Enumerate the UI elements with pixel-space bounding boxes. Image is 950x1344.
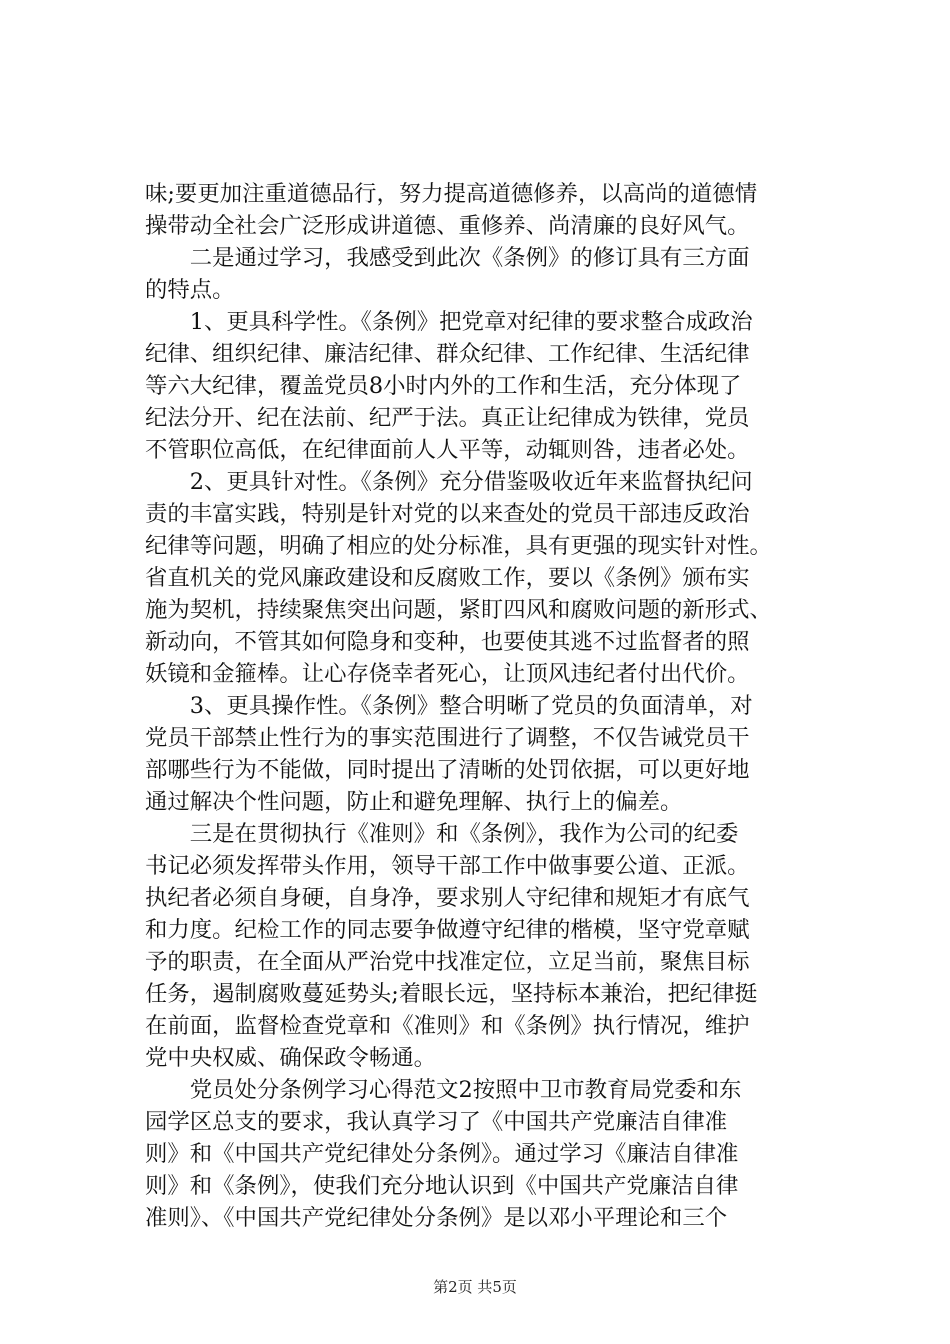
text-line: 园学区总支的要求，我认真学习了《中国共产党廉洁自律准 [145, 1109, 728, 1135]
text-line: 省直机关的党风廉政建设和反腐败工作，要以《条例》颁布实 [145, 565, 750, 591]
text-line: 2、更具针对性。《条例》充分借鉴吸收近年来监督执纪问 [145, 469, 753, 495]
text-line: 书记必须发挥带头作用，领导干部工作中做事要公道、正派。 [145, 853, 750, 879]
text-line: 党员干部禁止性行为的事实范围进行了调整，不仅告诫党员干 [145, 725, 750, 751]
text-line: 准则》、《中国共产党纪律处分条例》是以邓小平理论和三个 [145, 1205, 728, 1231]
text-line: 等六大纪律，覆盖党员8小时内外的工作和生活，充分体现了 [145, 373, 742, 399]
text-line: 新动向，不管其如何隐身和变种，也要使其逃不过监督者的照 [145, 629, 750, 655]
text-line: 任务，遏制腐败蔓延势头;着眼长远，坚持标本兼治，把纪律挺 [145, 981, 758, 1007]
text-line: 党员处分条例学习心得范文2按照中卫市教育局党委和东 [145, 1077, 742, 1103]
document-body [145, 178, 825, 1234]
text-line: 不管职位高低，在纪律面前人人平等，动辄则咎，违者必处。 [145, 437, 750, 463]
text-line: 则》和《中国共产党纪律处分条例》。通过学习《廉洁自律准 [145, 1141, 739, 1167]
text-line: 三是在贯彻执行《准则》和《条例》，我作为公司的纪委 [145, 821, 739, 847]
text-line: 部哪些行为不能做，同时提出了清晰的处罚依据，可以更好地 [145, 757, 750, 783]
page-number: 第2页 共5页 [433, 1278, 517, 1296]
text-line: 妖镜和金箍棒。让心存侥幸者死心，让顶风违纪者付出代价。 [145, 661, 750, 687]
text-line: 1、更具科学性。《条例》把党章对纪律的要求整合成政治 [145, 309, 753, 335]
text-line: 责的丰富实践，特别是针对党的以来查处的党员干部违反政治 [145, 501, 750, 527]
text-line: 的特点。 [145, 277, 235, 303]
text-line: 3、更具操作性。《条例》整合明晰了党员的负面清单，对 [145, 693, 753, 719]
text-line: 通过解决个性问题，防止和避免理解、执行上的偏差。 [145, 789, 683, 815]
text-line: 纪律、组织纪律、廉洁纪律、群众纪律、工作纪律、生活纪律 [145, 341, 750, 367]
text-line: 党中央权威、确保政令畅通。 [145, 1045, 437, 1071]
text-line: 予的职责，在全面从严治党中找准定位，立足当前，聚焦目标 [145, 949, 750, 975]
text-line: 二是通过学习，我感受到此次《条例》的修订具有三方面 [145, 245, 750, 271]
text-line: 操带动全社会广泛形成讲道德、重修养、尚清廉的良好风气。 [145, 213, 750, 239]
text-line: 在前面，监督检查党章和《准则》和《条例》执行情况，维护 [145, 1013, 750, 1039]
page-footer [0, 1277, 950, 1297]
text-line: 纪律等问题，明确了相应的处分标准，具有更强的现实针对性。 [145, 533, 772, 559]
text-line: 执纪者必须自身硬，自身净，要求别人守纪律和规矩才有底气 [145, 885, 750, 911]
text-line: 和力度。纪检工作的同志要争做遵守纪律的楷模，坚守党章赋 [145, 917, 750, 943]
text-line: 纪法分开、纪在法前、纪严于法。真正让纪律成为铁律，党员 [145, 405, 750, 431]
text-line: 施为契机，持续聚焦突出问题，紧盯四风和腐败问题的新形式、 [145, 597, 772, 623]
text-line: 味;要更加注重道德品行，努力提高道德修养，以高尚的道德情 [145, 181, 758, 207]
text-line: 则》和《条例》，使我们充分地认识到《中国共产党廉洁自律 [145, 1173, 739, 1199]
